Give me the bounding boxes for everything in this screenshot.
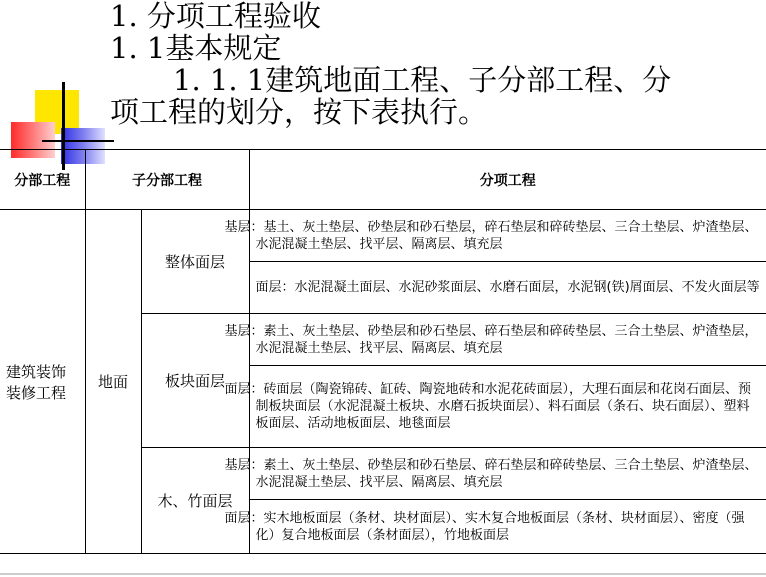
- header-division: 分部工程: [0, 150, 85, 210]
- surface-layer-cell: 面层：砖面层（陶瓷锦砖、缸砖、陶瓷地砖和水泥花砖面层），大理石面层和花岗石面层、预制板块面层（水泥混凝土板块、水磨石扳块面层）、料石面层（条石、块石面层）、塑料板面层、活动地板面层、地毯面层: [249, 366, 766, 448]
- header-item: 分项工程: [249, 150, 766, 210]
- division-table: [0, 149, 766, 554]
- table-row: [0, 210, 766, 262]
- group-name-cell: 整体面层: [141, 210, 249, 314]
- heading-line-3: 1. 1. 1建筑地面工程、子分部工程、分: [173, 63, 672, 97]
- surface-layer-cell: 面层：水泥混凝土面层、水泥砂浆面层、水磨石面层，水泥钢(铁)屑面层、不发火面层等: [249, 262, 766, 314]
- subdivision-cell: 地面: [85, 210, 141, 554]
- heading-line-2: 1. 1基本规定: [110, 31, 282, 65]
- group-name-cell: 木、竹面层: [141, 448, 249, 554]
- bottom-divider: [0, 573, 766, 575]
- logo-horizontal-line: [42, 140, 114, 142]
- header-subdivision: 子分部工程: [85, 150, 249, 210]
- division-cell: 建筑装饰装修工程: [0, 210, 85, 554]
- base-layer-cell: 基层：基土、灰土垫层、砂垫层和砂石垫层，碎石垫层和碎砖垫层、三合土垫层、炉渣垫层、水泥混凝土垫层、找平层、隔离层、填充层: [249, 210, 766, 262]
- group-name-cell: 板块面层: [141, 314, 249, 448]
- heading-line-1: 1. 分项工程验收: [110, 0, 321, 33]
- base-layer-cell: 基层：素土、灰土垫层、砂垫层和砂石垫层、碎石垫层和碎砖垫层、三合土垫层、炉渣垫层、水泥混凝土垫层、找平层、隔离层、填充层: [249, 448, 766, 500]
- table-header-row: [0, 150, 766, 210]
- surface-layer-cell: 面层：实木地板面层（条材、块材面层）、实木复合地板面层（条材、块材面层）、密度（强化）复合地板面层（条材面层），竹地板面层: [249, 500, 766, 554]
- base-layer-cell: 基层：素土、灰土垫层、砂垫层和砂石垫层、碎石垫层和碎砖垫层、三合土垫层、炉渣垫层，水泥混凝土垫层、找平层、隔离层、填充层: [249, 314, 766, 366]
- heading-line-4: 项工程的划分，按下表执行。: [110, 95, 488, 129]
